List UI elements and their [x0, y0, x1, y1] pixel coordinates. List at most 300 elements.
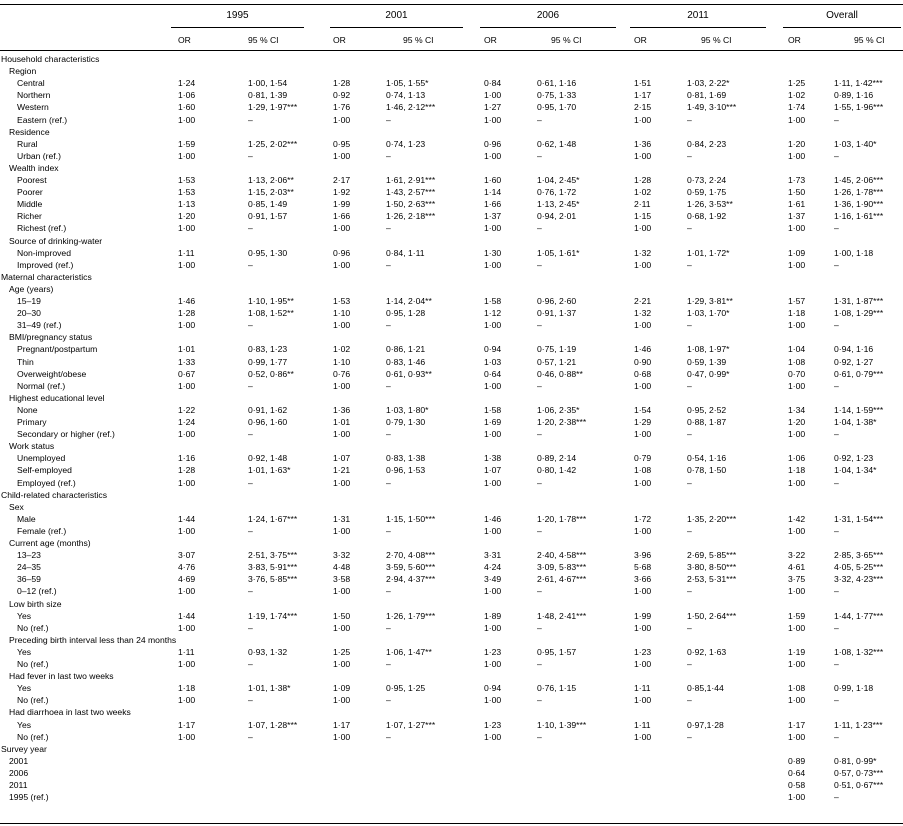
ci-cell: – — [386, 695, 391, 706]
or-cell: 3·66 — [634, 574, 652, 585]
ci-cell: 0·76, 1·72 — [537, 187, 577, 198]
ci-cell: 0·81, 0·99* — [834, 755, 877, 766]
or-cell: 1·00 — [634, 380, 652, 391]
ci-cell: – — [834, 525, 839, 536]
table-row — [0, 622, 903, 634]
row-label: Wealth index — [9, 162, 59, 173]
ci-cell: 2·94, 4·37*** — [386, 574, 436, 585]
table-row — [0, 585, 903, 597]
or-cell: 1·00 — [178, 659, 196, 669]
or-cell: 1·00 — [178, 525, 196, 536]
ci-cell: – — [386, 223, 391, 234]
ci-cell: 0·95, 1·30 — [248, 247, 288, 258]
ci-cell: – — [687, 525, 692, 536]
or-cell: 1·33 — [178, 356, 196, 367]
or-cell: 1·00 — [634, 525, 652, 536]
row-label: Preceding birth interval less than 24 months — [9, 634, 177, 645]
row-label: 15–19 — [17, 296, 41, 306]
ci-cell: 1·29, 3·81** — [687, 296, 733, 306]
ci-cell: 0·61, 1·16 — [537, 78, 577, 89]
ci-cell: 1·01, 1·63* — [248, 465, 291, 476]
ci-cell: 1·25, 2·02*** — [248, 138, 298, 149]
or-cell: 1·23 — [484, 646, 502, 657]
or-cell: 3·96 — [634, 550, 652, 561]
table-row — [0, 186, 903, 198]
ci-cell: 0·92, 1·27 — [834, 356, 874, 367]
or-cell: 0·84 — [484, 78, 502, 89]
ci-cell: 0·68, 1·92 — [687, 211, 727, 222]
table-row — [0, 101, 903, 113]
row-label: Non-improved — [17, 247, 71, 258]
ci-cell: – — [687, 223, 692, 234]
ci-header: 95 % CI — [701, 35, 732, 45]
or-cell: 0·70 — [788, 368, 806, 379]
row-label: None — [17, 404, 38, 415]
or-cell: 4·24 — [484, 562, 502, 573]
or-cell: 1·00 — [788, 525, 806, 536]
table-row — [0, 198, 903, 210]
row-label: Low birth size — [9, 598, 62, 609]
ci-cell: 0·97,1·28 — [687, 719, 724, 730]
ci-cell: 0·95, 1·57 — [537, 646, 577, 657]
or-cell: 1·19 — [788, 646, 806, 657]
or-cell: 1·29 — [634, 417, 652, 427]
ci-cell: – — [248, 477, 253, 488]
table-row — [0, 779, 903, 791]
table-row — [0, 307, 903, 319]
table-row — [0, 259, 903, 271]
ci-cell: 1·19, 1·74*** — [248, 610, 298, 621]
or-cell: 1·00 — [484, 731, 502, 742]
table-section-header — [0, 392, 903, 404]
row-label: Poorer — [17, 187, 43, 198]
or-cell: 1·00 — [484, 114, 502, 125]
ci-cell: – — [834, 380, 839, 391]
ci-cell: 2·69, 5·85*** — [687, 550, 737, 561]
or-cell: 5·68 — [634, 562, 652, 573]
ci-cell: – — [834, 223, 839, 234]
or-cell: 1·00 — [178, 731, 196, 742]
or-cell: 1·69 — [484, 417, 502, 427]
or-cell: 3·22 — [788, 550, 806, 561]
or-cell: 1·00 — [484, 259, 502, 270]
table-row — [0, 525, 903, 537]
ci-cell: – — [537, 150, 542, 161]
ci-cell: 3·76, 5·85*** — [248, 574, 298, 585]
ci-cell: 0·96, 2·60 — [537, 296, 577, 306]
or-cell: 1·13 — [178, 199, 196, 210]
ci-cell: 4·05, 5·25*** — [834, 562, 884, 573]
ci-cell: 0·84, 1·11 — [386, 247, 425, 258]
or-cell: 1·06 — [178, 90, 196, 101]
ci-cell: – — [537, 622, 542, 633]
ci-cell: – — [834, 731, 839, 742]
or-cell: 1·99 — [333, 199, 351, 210]
or-cell: 1·57 — [788, 296, 806, 306]
ci-cell: – — [386, 586, 391, 597]
or-cell: 1·58 — [484, 404, 502, 415]
ci-cell: – — [687, 114, 692, 125]
or-cell: 1·00 — [788, 792, 806, 803]
or-cell: 1·53 — [178, 187, 196, 198]
row-label: 2001 — [9, 755, 29, 766]
or-cell: 1·17 — [634, 90, 652, 101]
ci-cell: – — [386, 380, 391, 391]
row-label: Unemployed — [17, 453, 66, 464]
or-cell: 1·50 — [333, 610, 351, 621]
or-cell: 0·67 — [178, 368, 196, 379]
or-cell: 0·89 — [788, 755, 806, 766]
ci-cell: 1·03, 1·80* — [386, 404, 429, 415]
ci-cell: – — [386, 525, 391, 536]
ci-cell: 1·11, 1·23*** — [834, 719, 883, 730]
or-cell: 1·00 — [788, 695, 806, 706]
or-cell: 1·46 — [178, 296, 196, 306]
ci-cell: – — [248, 622, 253, 633]
table-row — [0, 477, 903, 489]
ci-cell: – — [248, 731, 253, 742]
or-cell: 1·00 — [634, 477, 652, 488]
table-row — [0, 610, 903, 622]
ci-cell: – — [248, 695, 253, 706]
ci-cell: – — [537, 586, 542, 597]
ci-cell: 1·13, 2·06** — [248, 175, 294, 185]
ci-cell: 1·45, 2·06*** — [834, 175, 884, 185]
or-cell: 1·08 — [788, 683, 806, 694]
ci-cell: 0·86, 1·21 — [386, 344, 426, 355]
ci-cell: 0·52, 0·86** — [248, 368, 294, 379]
or-cell: 1·27 — [484, 102, 502, 113]
ci-cell: 1·10, 1·95** — [248, 296, 294, 306]
or-cell: 1·66 — [484, 199, 502, 210]
row-label: Highest educational level — [9, 392, 105, 403]
ci-cell: 0·95, 1·25 — [386, 683, 426, 694]
row-label: No (ref.) — [17, 695, 49, 706]
ci-cell: – — [248, 114, 253, 125]
ci-cell: 0·73, 2·24 — [687, 175, 727, 185]
ci-header: 95 % CI — [854, 35, 885, 45]
ci-cell: 0·91, 1·62 — [248, 404, 288, 415]
row-label: Northern — [17, 90, 51, 101]
table-section-header — [0, 598, 903, 610]
or-cell: 0·95 — [333, 138, 351, 149]
ci-cell: – — [834, 659, 839, 669]
ci-cell: 1·06, 1·47** — [386, 646, 432, 657]
or-cell: 1·42 — [788, 513, 806, 524]
or-cell: 1·34 — [788, 404, 806, 415]
year-header-2006: 2006 — [536, 10, 560, 21]
table-row — [0, 356, 903, 368]
ci-cell: 0·88, 1·87 — [687, 417, 727, 427]
or-cell: 0·90 — [634, 356, 652, 367]
table-row — [0, 380, 903, 392]
ci-cell: 1·48, 2·41*** — [537, 610, 587, 621]
or-cell: 1·53 — [178, 175, 196, 185]
or-cell: 1·46 — [634, 344, 652, 355]
ci-cell: 0·84, 2·23 — [687, 138, 727, 149]
or-cell: 1·00 — [788, 380, 806, 391]
ci-cell: – — [834, 320, 839, 331]
or-cell: 1·00 — [788, 114, 806, 125]
or-cell: 1·54 — [634, 404, 652, 415]
table-row — [0, 549, 903, 561]
ci-cell: 1·03, 2·22* — [687, 78, 730, 89]
row-label: Child-related characteristics — [1, 489, 108, 500]
row-label: Pregnant/postpartum — [17, 344, 98, 355]
or-cell: 2·21 — [634, 296, 652, 306]
or-cell: 2·11 — [634, 199, 651, 210]
row-label: Had diarrhoea in last two weeks — [9, 707, 131, 718]
ci-cell: 0·78, 1·50 — [687, 465, 727, 476]
ci-cell: – — [537, 429, 542, 440]
ci-cell: – — [248, 380, 253, 391]
or-cell: 1·00 — [333, 320, 351, 331]
year-underline-1995 — [171, 27, 304, 28]
or-cell: 1·58 — [484, 296, 502, 306]
ci-cell: 0·57, 0·73*** — [834, 767, 884, 778]
ci-cell: 0·95, 1·28 — [386, 308, 426, 319]
or-cell: 1·00 — [333, 150, 351, 161]
or-cell: 1·61 — [788, 199, 806, 210]
row-label: Improved (ref.) — [17, 259, 74, 270]
table-row — [0, 368, 903, 380]
ci-cell: 2·70, 4·08*** — [386, 550, 436, 561]
or-cell: 1·02 — [788, 90, 806, 101]
row-label: Poorest — [17, 175, 47, 185]
year-header-2001: 2001 — [385, 10, 408, 21]
or-cell: 1·09 — [333, 683, 351, 694]
ci-cell: 0·93, 1·32 — [248, 646, 288, 657]
ci-cell: – — [386, 429, 391, 440]
year-underline-overall — [783, 27, 901, 28]
or-cell: 0·96 — [484, 138, 502, 149]
ci-cell: 0·76, 1·15 — [537, 683, 577, 694]
or-cell: 1·00 — [484, 150, 502, 161]
table-section-header — [0, 670, 903, 682]
or-cell: 1·25 — [788, 78, 806, 89]
row-label: 36–59 — [17, 574, 41, 585]
table-row — [0, 89, 903, 101]
ci-cell: – — [248, 429, 253, 440]
or-cell: 1·00 — [333, 429, 351, 440]
or-cell: 1·00 — [178, 586, 196, 597]
ci-cell: – — [248, 259, 253, 270]
row-label: Female (ref.) — [17, 525, 67, 536]
or-cell: 1·06 — [788, 453, 806, 464]
year-header-overall: Overall — [826, 10, 858, 21]
ci-cell: 1·07, 1·28*** — [248, 719, 298, 730]
ci-cell: 0·46, 0·88** — [537, 368, 583, 379]
or-cell: 1·00 — [788, 150, 806, 161]
table-row — [0, 561, 903, 573]
or-cell: 1·76 — [333, 102, 351, 113]
ci-cell: 0·92, 1·23 — [834, 453, 874, 464]
table-row — [0, 174, 903, 186]
row-label: Region — [9, 66, 37, 77]
ci-cell: 2·51, 3·75*** — [248, 550, 298, 561]
or-cell: 1·00 — [333, 380, 351, 391]
or-cell: 4·69 — [178, 574, 196, 585]
table-section-header — [0, 283, 903, 295]
table-row — [0, 295, 903, 307]
or-cell: 1·53 — [333, 296, 351, 306]
table-row — [0, 416, 903, 428]
or-cell: 1·04 — [788, 344, 806, 355]
table-row — [0, 247, 903, 259]
row-label: Richer — [17, 211, 42, 222]
or-cell: 1·00 — [484, 586, 502, 597]
ci-cell: – — [386, 259, 391, 270]
row-label: Central — [17, 78, 45, 89]
ci-cell: – — [248, 150, 253, 161]
table-row — [0, 573, 903, 585]
or-cell: 1·03 — [484, 356, 502, 367]
table-row — [0, 513, 903, 525]
or-cell: 1·00 — [484, 695, 502, 706]
ci-cell: 0·59, 1·75 — [687, 187, 727, 198]
table-section-header — [0, 634, 903, 646]
ci-cell: 0·83, 1·38 — [386, 453, 426, 464]
ci-cell: 1·11, 1·42*** — [834, 78, 883, 89]
ci-cell: 1·01, 1·38* — [248, 683, 291, 694]
or-cell: 0·64 — [484, 368, 502, 379]
or-cell: 1·00 — [634, 320, 652, 331]
row-label: No (ref.) — [17, 659, 49, 669]
ci-cell: – — [537, 659, 542, 669]
ci-cell: – — [537, 731, 542, 742]
ci-cell: 0·59, 1·39 — [687, 356, 727, 367]
or-cell: 1·00 — [178, 622, 196, 633]
ci-cell: 1·26, 1·79*** — [386, 610, 436, 621]
row-label: Had fever in last two weeks — [9, 671, 114, 682]
ci-cell: – — [834, 586, 839, 597]
table-section-header — [0, 489, 903, 501]
table-row — [0, 343, 903, 355]
ci-cell: 0·99, 1·18 — [834, 683, 874, 694]
or-cell: 1·07 — [333, 453, 351, 464]
ci-cell: – — [537, 380, 542, 391]
ci-cell: 0·85, 1·49 — [248, 199, 288, 210]
or-cell: 1·11 — [178, 646, 195, 657]
table-section-header — [0, 440, 903, 452]
or-cell: 1·17 — [788, 719, 806, 730]
table-section-header — [0, 235, 903, 247]
table-row — [0, 150, 903, 162]
or-cell: 1·07 — [484, 465, 502, 476]
or-cell: 0·76 — [333, 368, 351, 379]
row-label: 1995 (ref.) — [9, 792, 49, 803]
or-cell: 1·00 — [178, 320, 196, 331]
year-underline-2001 — [330, 27, 463, 28]
ci-cell: – — [248, 320, 253, 331]
or-cell: 3·31 — [484, 550, 502, 561]
or-cell: 1·00 — [788, 259, 806, 270]
ci-cell: 0·51, 0·67*** — [834, 780, 884, 790]
or-cell: 1·30 — [484, 247, 502, 258]
ci-cell: 1·03, 1·40* — [834, 138, 877, 149]
or-cell: 1·32 — [634, 308, 652, 319]
ci-cell: 1·44, 1·77*** — [834, 610, 884, 621]
or-cell: 1·01 — [178, 344, 196, 355]
or-cell: 1·28 — [178, 308, 196, 319]
row-label: Work status — [9, 441, 55, 452]
or-cell: 0·79 — [634, 453, 652, 464]
ci-cell: 1·31, 1·87*** — [834, 296, 884, 306]
or-cell: 1·23 — [484, 719, 502, 730]
ci-cell: 1·46, 2·12*** — [386, 102, 436, 113]
ci-cell: 1·15, 1·50*** — [386, 513, 436, 524]
ci-cell: 0·57, 1·21 — [537, 356, 577, 367]
or-cell: 1·00 — [484, 659, 502, 669]
or-cell: 1·08 — [788, 356, 806, 367]
or-cell: 1·00 — [178, 380, 196, 391]
ci-cell: 1·20, 2·38*** — [537, 417, 587, 427]
ci-cell: 1·50, 2·63*** — [386, 199, 436, 210]
ci-cell: 2·40, 4·58*** — [537, 550, 587, 561]
ci-cell: 0·89, 2·14 — [537, 453, 577, 464]
or-cell: 1·99 — [634, 610, 652, 621]
ci-cell: 0·62, 1·48 — [537, 138, 577, 149]
ci-cell: 0·81, 1·69 — [687, 90, 727, 101]
ci-cell: 3·59, 5·60*** — [386, 562, 436, 573]
table-section-header — [0, 331, 903, 343]
ci-cell: – — [687, 150, 692, 161]
or-cell: 1·00 — [634, 114, 652, 125]
ci-cell: – — [537, 259, 542, 270]
or-cell: 1·00 — [788, 477, 806, 488]
ci-cell: 0·83, 1·23 — [248, 344, 288, 355]
ci-cell: 1·29, 1·97*** — [248, 102, 298, 113]
row-label: BMI/pregnancy status — [9, 332, 93, 343]
table-row — [0, 138, 903, 150]
or-cell: 1·00 — [484, 90, 502, 101]
table-row — [0, 114, 903, 126]
or-cell: 1·36 — [634, 138, 652, 149]
row-label: Eastern (ref.) — [17, 114, 68, 125]
or-cell: 0·68 — [634, 368, 652, 379]
ci-cell: 0·92, 1·63 — [687, 646, 727, 657]
or-cell: 1·20 — [788, 138, 806, 149]
table-row — [0, 767, 903, 779]
row-label: 31–49 (ref.) — [17, 320, 62, 331]
row-label: Western — [17, 102, 49, 113]
ci-cell: 1·26, 2·18*** — [386, 211, 436, 222]
ci-cell: – — [687, 380, 692, 391]
or-cell: 2·17 — [333, 175, 351, 185]
or-cell: 1·00 — [788, 586, 806, 597]
or-cell: 1·00 — [178, 259, 196, 270]
table-row — [0, 452, 903, 464]
or-cell: 1·00 — [333, 622, 351, 633]
table-section-header — [0, 65, 903, 77]
or-cell: 1·18 — [788, 308, 806, 319]
ci-cell: – — [834, 429, 839, 440]
or-header: OR — [788, 35, 801, 45]
row-label: Household characteristics — [1, 54, 100, 64]
ci-cell: – — [386, 659, 391, 669]
row-label: No (ref.) — [17, 622, 49, 633]
or-cell: 0·64 — [788, 767, 806, 778]
row-label: Secondary or higher (ref.) — [17, 429, 115, 440]
row-label: No (ref.) — [17, 731, 49, 742]
or-cell: 1·21 — [333, 465, 351, 476]
ci-cell: 0·81, 1·39 — [248, 90, 288, 101]
or-cell: 1·00 — [333, 525, 351, 536]
ci-cell: 0·54, 1·16 — [687, 453, 727, 464]
table-section-header — [0, 501, 903, 513]
or-cell: 1·24 — [178, 78, 196, 89]
or-cell: 1·10 — [333, 308, 351, 319]
